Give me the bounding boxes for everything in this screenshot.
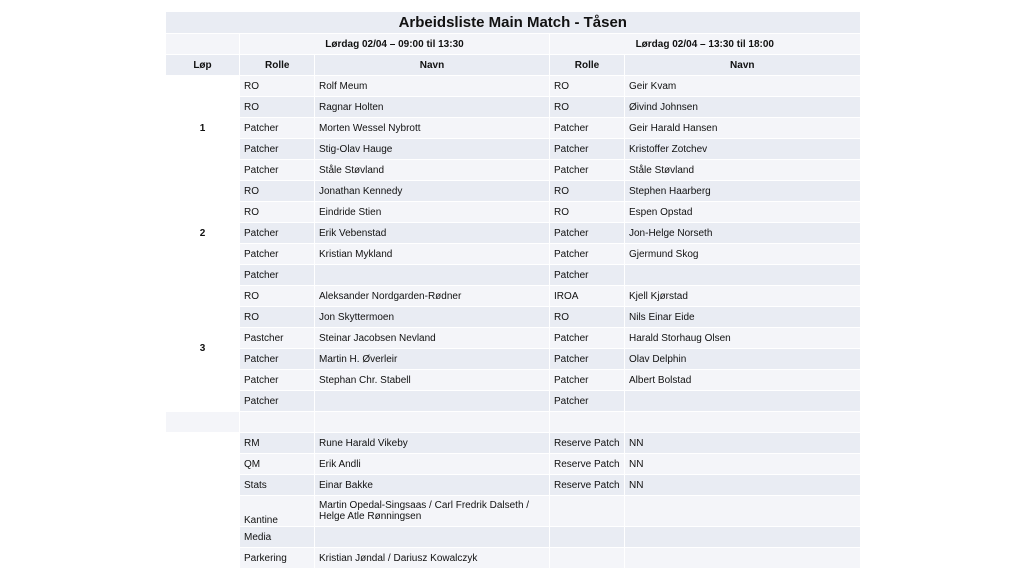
role-2-cell: Patcher [550, 160, 625, 181]
table-row [166, 265, 860, 286]
role-2-cell: Reserve Patch [550, 454, 625, 475]
work-schedule-table [165, 11, 860, 568]
header-rolle-2: Rolle [550, 55, 625, 76]
table-row [166, 118, 860, 139]
role-1-cell: RO [240, 97, 315, 118]
role-1-cell: Patcher [240, 244, 315, 265]
table-row [166, 181, 860, 202]
name-1-cell [315, 527, 550, 548]
shift-row [166, 34, 860, 55]
name-2-cell: Ståle Støvland [625, 160, 860, 181]
role-2-cell [550, 548, 625, 569]
table-body [166, 12, 860, 569]
table-row [166, 328, 860, 349]
empty-cell [625, 412, 860, 433]
empty-cell [166, 433, 240, 454]
role-2-cell: Patcher [550, 223, 625, 244]
role-2-cell: Reserve Patch [550, 433, 625, 454]
name-1-cell: Eindride Stien [315, 202, 550, 223]
name-1-cell: Einar Bakke [315, 475, 550, 496]
name-1-cell [315, 265, 550, 286]
role-2-cell: RO [550, 181, 625, 202]
role-1-cell: Patcher [240, 118, 315, 139]
empty-cell [240, 412, 315, 433]
role-2-cell: Patcher [550, 265, 625, 286]
role-2-cell: Reserve Patch [550, 475, 625, 496]
table-row [166, 370, 860, 391]
empty-cell [166, 548, 240, 569]
name-2-cell: Nils Einar Eide [625, 307, 860, 328]
name-2-cell [625, 527, 860, 548]
race-number: 2 [166, 181, 240, 286]
role-2-cell [550, 527, 625, 548]
table-row [166, 454, 860, 475]
name-2-cell: Kjell Kjørstad [625, 286, 860, 307]
table-row [166, 496, 860, 527]
table-row [166, 202, 860, 223]
name-1-cell: Martin Opedal-Singsaas / Carl Fredrik Dalseth / Helge Atle Rønningsen [315, 496, 550, 527]
name-1-cell: Ståle Støvland [315, 160, 550, 181]
table-row [166, 139, 860, 160]
role-2-cell: RO [550, 202, 625, 223]
name-2-cell: Albert Bolstad [625, 370, 860, 391]
name-2-cell [625, 391, 860, 412]
page-title: Arbeidsliste Main Match - Tåsen [166, 12, 860, 34]
role-1-cell: Parkering [240, 548, 315, 569]
empty-cell [166, 454, 240, 475]
name-2-cell: Geir Harald Hansen [625, 118, 860, 139]
role-1-cell: RO [240, 286, 315, 307]
header-navn-1: Navn [315, 55, 550, 76]
role-1-cell: Pastcher [240, 328, 315, 349]
table-row [166, 307, 860, 328]
name-1-cell: Morten Wessel Nybrott [315, 118, 550, 139]
column-header-row [166, 55, 860, 76]
table-row [166, 223, 860, 244]
header-lop: Løp [166, 55, 240, 76]
table-row [166, 475, 860, 496]
name-2-cell [625, 496, 860, 527]
role-1-cell: RO [240, 307, 315, 328]
name-2-cell: Olav Delphin [625, 349, 860, 370]
name-1-cell: Aleksander Nordgarden-Rødner [315, 286, 550, 307]
table-row [166, 349, 860, 370]
header-navn-2: Navn [625, 55, 860, 76]
role-2-cell: Patcher [550, 349, 625, 370]
name-2-cell: Kristoffer Zotchev [625, 139, 860, 160]
role-2-cell: RO [550, 97, 625, 118]
table-row [166, 433, 860, 454]
table-row [166, 97, 860, 118]
name-2-cell: Gjermund Skog [625, 244, 860, 265]
role-1-cell: Media [240, 527, 315, 548]
name-1-cell: Stephan Chr. Stabell [315, 370, 550, 391]
role-1-cell: Kantine [240, 496, 315, 527]
race-number: 3 [166, 286, 240, 412]
name-2-cell: Espen Opstad [625, 202, 860, 223]
name-2-cell: Øivind Johnsen [625, 97, 860, 118]
name-1-cell: Kristian Jøndal / Dariusz Kowalczyk [315, 548, 550, 569]
empty-cell [550, 412, 625, 433]
name-1-cell: Stig-Olav Hauge [315, 139, 550, 160]
table-row [166, 244, 860, 265]
role-1-cell: RO [240, 202, 315, 223]
role-1-cell: Patcher [240, 370, 315, 391]
role-1-cell: RM [240, 433, 315, 454]
role-2-cell: RO [550, 307, 625, 328]
race-number: 1 [166, 76, 240, 181]
name-1-cell: Jon Skyttermoen [315, 307, 550, 328]
role-2-cell: Patcher [550, 328, 625, 349]
name-2-cell [625, 548, 860, 569]
name-2-cell [625, 265, 860, 286]
name-2-cell: NN [625, 433, 860, 454]
name-2-cell: NN [625, 454, 860, 475]
empty-cell [166, 412, 240, 433]
role-2-cell: RO [550, 76, 625, 97]
role-1-cell: Stats [240, 475, 315, 496]
name-1-cell: Erik Vebenstad [315, 223, 550, 244]
role-1-cell: Patcher [240, 391, 315, 412]
table-row [166, 527, 860, 548]
table-row [166, 286, 860, 307]
role-2-cell: IROA [550, 286, 625, 307]
name-1-cell: Kristian Mykland [315, 244, 550, 265]
name-1-cell: Jonathan Kennedy [315, 181, 550, 202]
table-row [166, 160, 860, 181]
shift-spacer [166, 34, 240, 55]
name-1-cell: Rune Harald Vikeby [315, 433, 550, 454]
name-2-cell: Stephen Haarberg [625, 181, 860, 202]
name-2-cell: Jon-Helge Norseth [625, 223, 860, 244]
role-1-cell: QM [240, 454, 315, 475]
role-2-cell: Patcher [550, 244, 625, 265]
table-row [166, 391, 860, 412]
name-2-cell: Harald Storhaug Olsen [625, 328, 860, 349]
name-2-cell: Geir Kvam [625, 76, 860, 97]
role-1-cell: Patcher [240, 139, 315, 160]
role-1-cell: Patcher [240, 160, 315, 181]
shift-1-header: Lørdag 02/04 – 09:00 til 13:30 [240, 34, 550, 55]
role-2-cell [550, 496, 625, 527]
name-1-cell [315, 391, 550, 412]
name-1-cell: Ragnar Holten [315, 97, 550, 118]
name-1-cell: Erik Andli [315, 454, 550, 475]
role-2-cell: Patcher [550, 391, 625, 412]
role-2-cell: Patcher [550, 139, 625, 160]
role-1-cell: RO [240, 76, 315, 97]
empty-cell [166, 527, 240, 548]
header-rolle-1: Rolle [240, 55, 315, 76]
name-1-cell: Rolf Meum [315, 76, 550, 97]
name-1-cell: Steinar Jacobsen Nevland [315, 328, 550, 349]
table-row [166, 548, 860, 569]
empty-cell [315, 412, 550, 433]
title-row [166, 12, 860, 34]
role-1-cell: Patcher [240, 223, 315, 244]
name-1-cell: Martin H. Øverleir [315, 349, 550, 370]
empty-cell [166, 496, 240, 527]
shift-2-header: Lørdag 02/04 – 13:30 til 18:00 [550, 34, 860, 55]
name-2-cell: NN [625, 475, 860, 496]
role-1-cell: Patcher [240, 265, 315, 286]
role-1-cell: Patcher [240, 349, 315, 370]
role-2-cell: Patcher [550, 370, 625, 391]
role-2-cell: Patcher [550, 118, 625, 139]
table-row [166, 76, 860, 97]
empty-cell [166, 475, 240, 496]
separator-row [166, 412, 860, 433]
role-1-cell: RO [240, 181, 315, 202]
